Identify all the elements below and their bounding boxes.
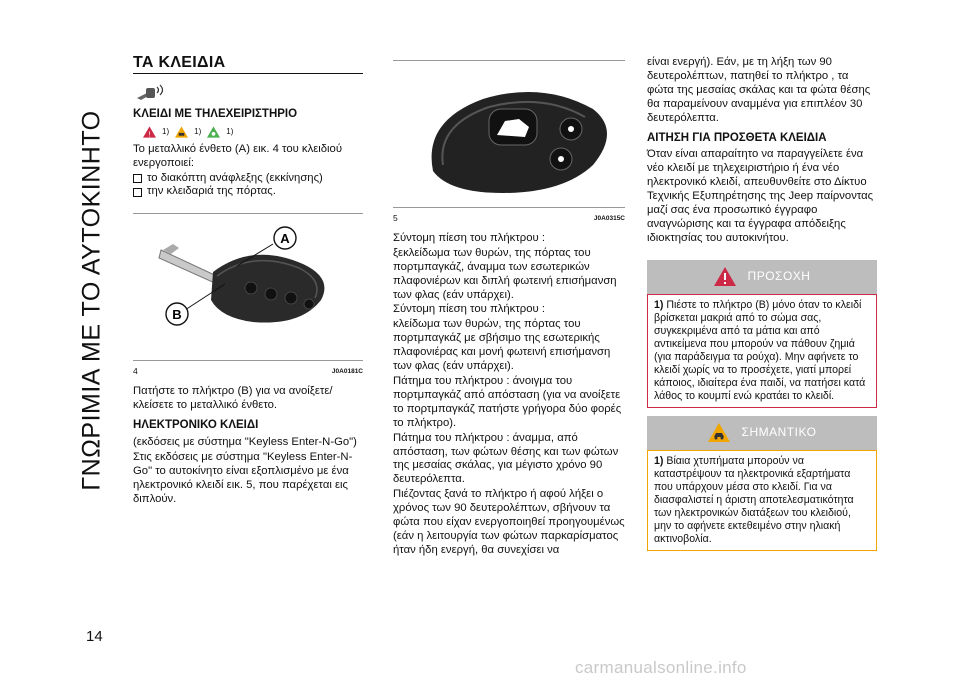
- paragraph: Το μεταλλικό ένθετο (A) εικ. 4 του κλειδιού ενεργοποιεί:: [133, 142, 343, 169]
- checkbox-bullet-icon: [133, 174, 142, 183]
- checkbox-bullet-icon: [133, 188, 142, 197]
- page-number: 14: [86, 628, 103, 645]
- important-header: ΣΗΜΑΝΤΙΚΟ: [647, 416, 877, 450]
- figure-caption: 4 J0A0181C: [133, 366, 363, 377]
- label-a: A: [280, 231, 290, 247]
- section-title: ΤΑ ΚΛΕΙΔΙΑ: [133, 56, 363, 74]
- paragraph: Σύντομη πίεση του πλήκτρου :: [393, 303, 545, 316]
- electronic-key-image: [393, 61, 625, 207]
- bullet-item: την κλειδαριά της πόρτας.: [133, 185, 363, 199]
- paragraph: Πάτημα του πλήκτρου : άνοιγμα του πορτμπαγκάζ από απόσταση (για να ανοίξετε το πορτμπαγκάζ πατήστε γρήγορα δύο φορές το πλήκτρο).: [393, 374, 622, 429]
- paragraph: Σύντομη πίεση του πλήκτρου :: [393, 231, 545, 244]
- warning-icon: [714, 267, 736, 286]
- label-b: B: [172, 307, 182, 323]
- figure-4: [133, 213, 363, 361]
- environment-icon: [207, 126, 220, 138]
- remote-key-image: [133, 214, 363, 360]
- subhead-electronic-key: ΗΛΕΚΤΡΟΝΙΚΟ ΚΛΕΙΔΙ: [133, 419, 259, 432]
- warning-box: [647, 260, 877, 408]
- important-text: 1) Βίαια χτυπήματα μπορούν να καταστρέψουν τα ηλεκτρονικά εξαρτήματα που υπάρχουν μέσα στο κλειδί. Για να διασφαλιστεί η άριστη αποτελεσματικότητα των ηλεκτρονικών διατάξεων του κλειδιού, μην το αφήνετε εκτεθειμένο στην ηλιακή ακτινοβολία.: [647, 450, 877, 551]
- paragraph: Πιέζοντας ξανά το πλήκτρο ή αφού λήξει ο χρόνος των 90 δευτερολέπτων, σβήνουν τα φώτα που είχαν ενεργοποιηθεί προηγουμένως (εάν η λειτουργία των φώτων παρκαρίσματος ήταν ήδη ενεργή, θα συνεχίσει να: [393, 488, 625, 556]
- subhead-remote-key: ΚΛΕΙΔΙ ΜΕ ΤΗΛΕΧΕΙΡΙΣΤΗΡΙΟ: [133, 107, 298, 120]
- paragraph: είναι ενεργή). Εάν, με τη λήξη των 90 δευτερολέπτων, πατηθεί το πλήκτρο , τα φώτα της μεσαίας σκάλας και τα φώτα θέσης θα παραμείνουν αναμμένα για επιπλέον 30 δευτερόλεπτα.: [647, 56, 871, 124]
- bullet-item: το διακόπτη ανάφλεξης (εκκίνησης): [133, 172, 363, 186]
- paragraph: (εκδόσεις με σύστημα "Keyless Enter-N-Go"): [133, 435, 357, 448]
- warning-header: ΠΡΟΣΟΧΗ: [647, 260, 877, 294]
- figure-5: [393, 60, 625, 208]
- danger-icon: [143, 126, 156, 138]
- watermark: carmanualsonline.info: [575, 658, 747, 677]
- column-1: [133, 56, 363, 508]
- important-box: [647, 416, 877, 551]
- paragraph: Πατήστε το πλήκτρο (B) για να ανοίξετε/κλείσετε το μεταλλικό ένθετο.: [133, 385, 333, 412]
- paragraph: Πάτημα του πλήκτρου : άναμμα, από απόσταση, των φώτων θέσης και των φώτων της μεσαίας σκάλας, για μέγιστο χρόνο 90 δευτερόλεπτα.: [393, 431, 619, 486]
- paragraph: ξεκλείδωμα των θυρών, της πόρτας του πορτμπαγκάζ, άναμμα των εσωτερικών πλαφονιέρων και διπλή φωτεινή επισήμανση των φλας (εάν υπάρχει).: [393, 246, 617, 301]
- warning-text: 1) Πιέστε το πλήκτρο (B) μόνο όταν το κλειδί βρίσκεται μακριά από το σώμα σας, συγκεκριμένα από τα μάτια και από αντικείμενα που μπορούν να πάθουν ζημιά (για παράδειγμα τα ρούχα). Μην αφήνετε το κλειδί χωρίς να το προσέχετε, γιατί μπορεί κάποιος, ιδιαίτερα ένα παιδί, να πατήσει κατά λάθος το κουμπί ενώ κρατάει το κλειδί.: [647, 294, 877, 408]
- figure-caption: 5 J0A0315C: [393, 213, 625, 223]
- key-remote-icon: [135, 84, 363, 104]
- paragraph: Όταν είναι απαραίτητο να παραγγείλετε ένα νέο κλειδί με τηλεχειριστήριο ή ένα νέο ηλεκτρονικό κλειδί, απευθυνθείτε στο Δίκτυο Τεχνικής Εξυπηρέτησης της Jeep παίρνοντας μαζί σας ένα προσωπικό έγγραφο αναγνώρισης και τα έγγραφα απόδειξης ιδιοκτησίας του αυτοκινήτου.: [647, 148, 874, 244]
- paragraph: κλείδωμα των θυρών, της πόρτας του πορτμπαγκάζ με σβήσιμο της εσωτερικής πλαφονιέρας και μονή φωτεινή επισήμανση των φλας (εάν υπάρχει).: [393, 318, 611, 373]
- caution-car-icon: [175, 126, 188, 138]
- reference-icons: ! 1) 1) 1): [143, 125, 363, 139]
- caution-car-icon: [708, 423, 730, 442]
- column-3: [647, 56, 877, 551]
- subhead-additional-keys: ΑΙΤΗΣΗ ΓΙΑ ΠΡΟΣΘΕΤΑ ΚΛΕΙΔΙΑ: [647, 131, 827, 144]
- paragraph: Στις εκδόσεις με σύστημα "Keyless Enter-N-Go" το αυτοκίνητο είναι εξοπλισμένο με ένα ηλεκτρονικό κλειδί εικ. 5, που παρέχεται εις διπλούν.: [133, 450, 353, 505]
- svg-text:!: !: [148, 129, 151, 138]
- side-chapter-title: ΓΝΩΡΙΜΙΑ ΜΕ ΤΟ ΑΥΤΟΚΙΝΗΤΟ: [77, 109, 106, 491]
- column-2: [393, 56, 625, 559]
